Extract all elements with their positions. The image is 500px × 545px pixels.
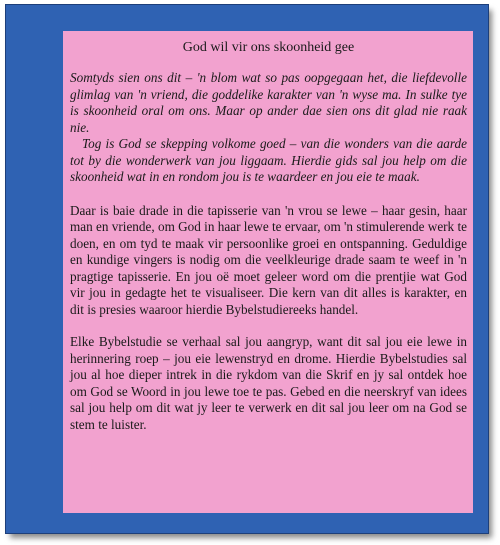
paragraph-spacer <box>70 318 467 334</box>
body-paragraph-1: Daar is baie drade in die tapisserie van 'n vrou se lewe – haar gesin, haar man en vriende, om God in haar lewe te ervaar, om 'n stimulerende werk te doen, en om tyd te maak vir persoonlike groei en ontspanning. Geduldige en kundige vingers is nodig om die veelkleurige drade saam te weef in 'n pragtige tapisserie. En jou oë moet geleer word om die prentjie wat God vir jou in gedagte het te visualiseer. Die kern van dit alles is karakter, en dit is presies waaroor hierdie Bybelstudiereeks handel. <box>70 202 467 317</box>
intro-paragraph-2: Tog is God se skepping volkome goed – van die wonders van die aarde tot by die wonderwerk van jou liggaam. Hierdie gids sal jou help om die skoonheid wat in en rondom jou is te waardeer en jou eie te maak. <box>70 136 467 184</box>
intro-paragraph-1: Somtyds sien ons dit – 'n blom wat so pas oopgegaan het, die liefdevolle glimlag van 'n vriend, die goddelike karakter van 'n wyse ma. In sulke tye is skoonheid oral om ons. Maar op ander dae sien ons dit glad nie raak nie. <box>70 70 467 135</box>
paragraph-spacer <box>70 186 467 203</box>
cover-title: God wil vir ons skoonheid gee <box>182 40 355 55</box>
text-panel <box>63 31 473 513</box>
body-paragraph-2: Elke Bybelstudie se verhaal sal jou aangryp, want dit sal jou eie lewe in herinnering roep – jou eie lewenstryd en drome. Hierdie Bybelstudies sal jou al hoe dieper intrek in die rykdom van die Skrif en jy sal ontdek hoe om God se Woord in jou lewe toe te pas. Gebed en die neerskryf van idees sal jou help om dit wat jy leer te verwerk en dit sal jou leer om na God se stem te luister. <box>70 334 467 432</box>
